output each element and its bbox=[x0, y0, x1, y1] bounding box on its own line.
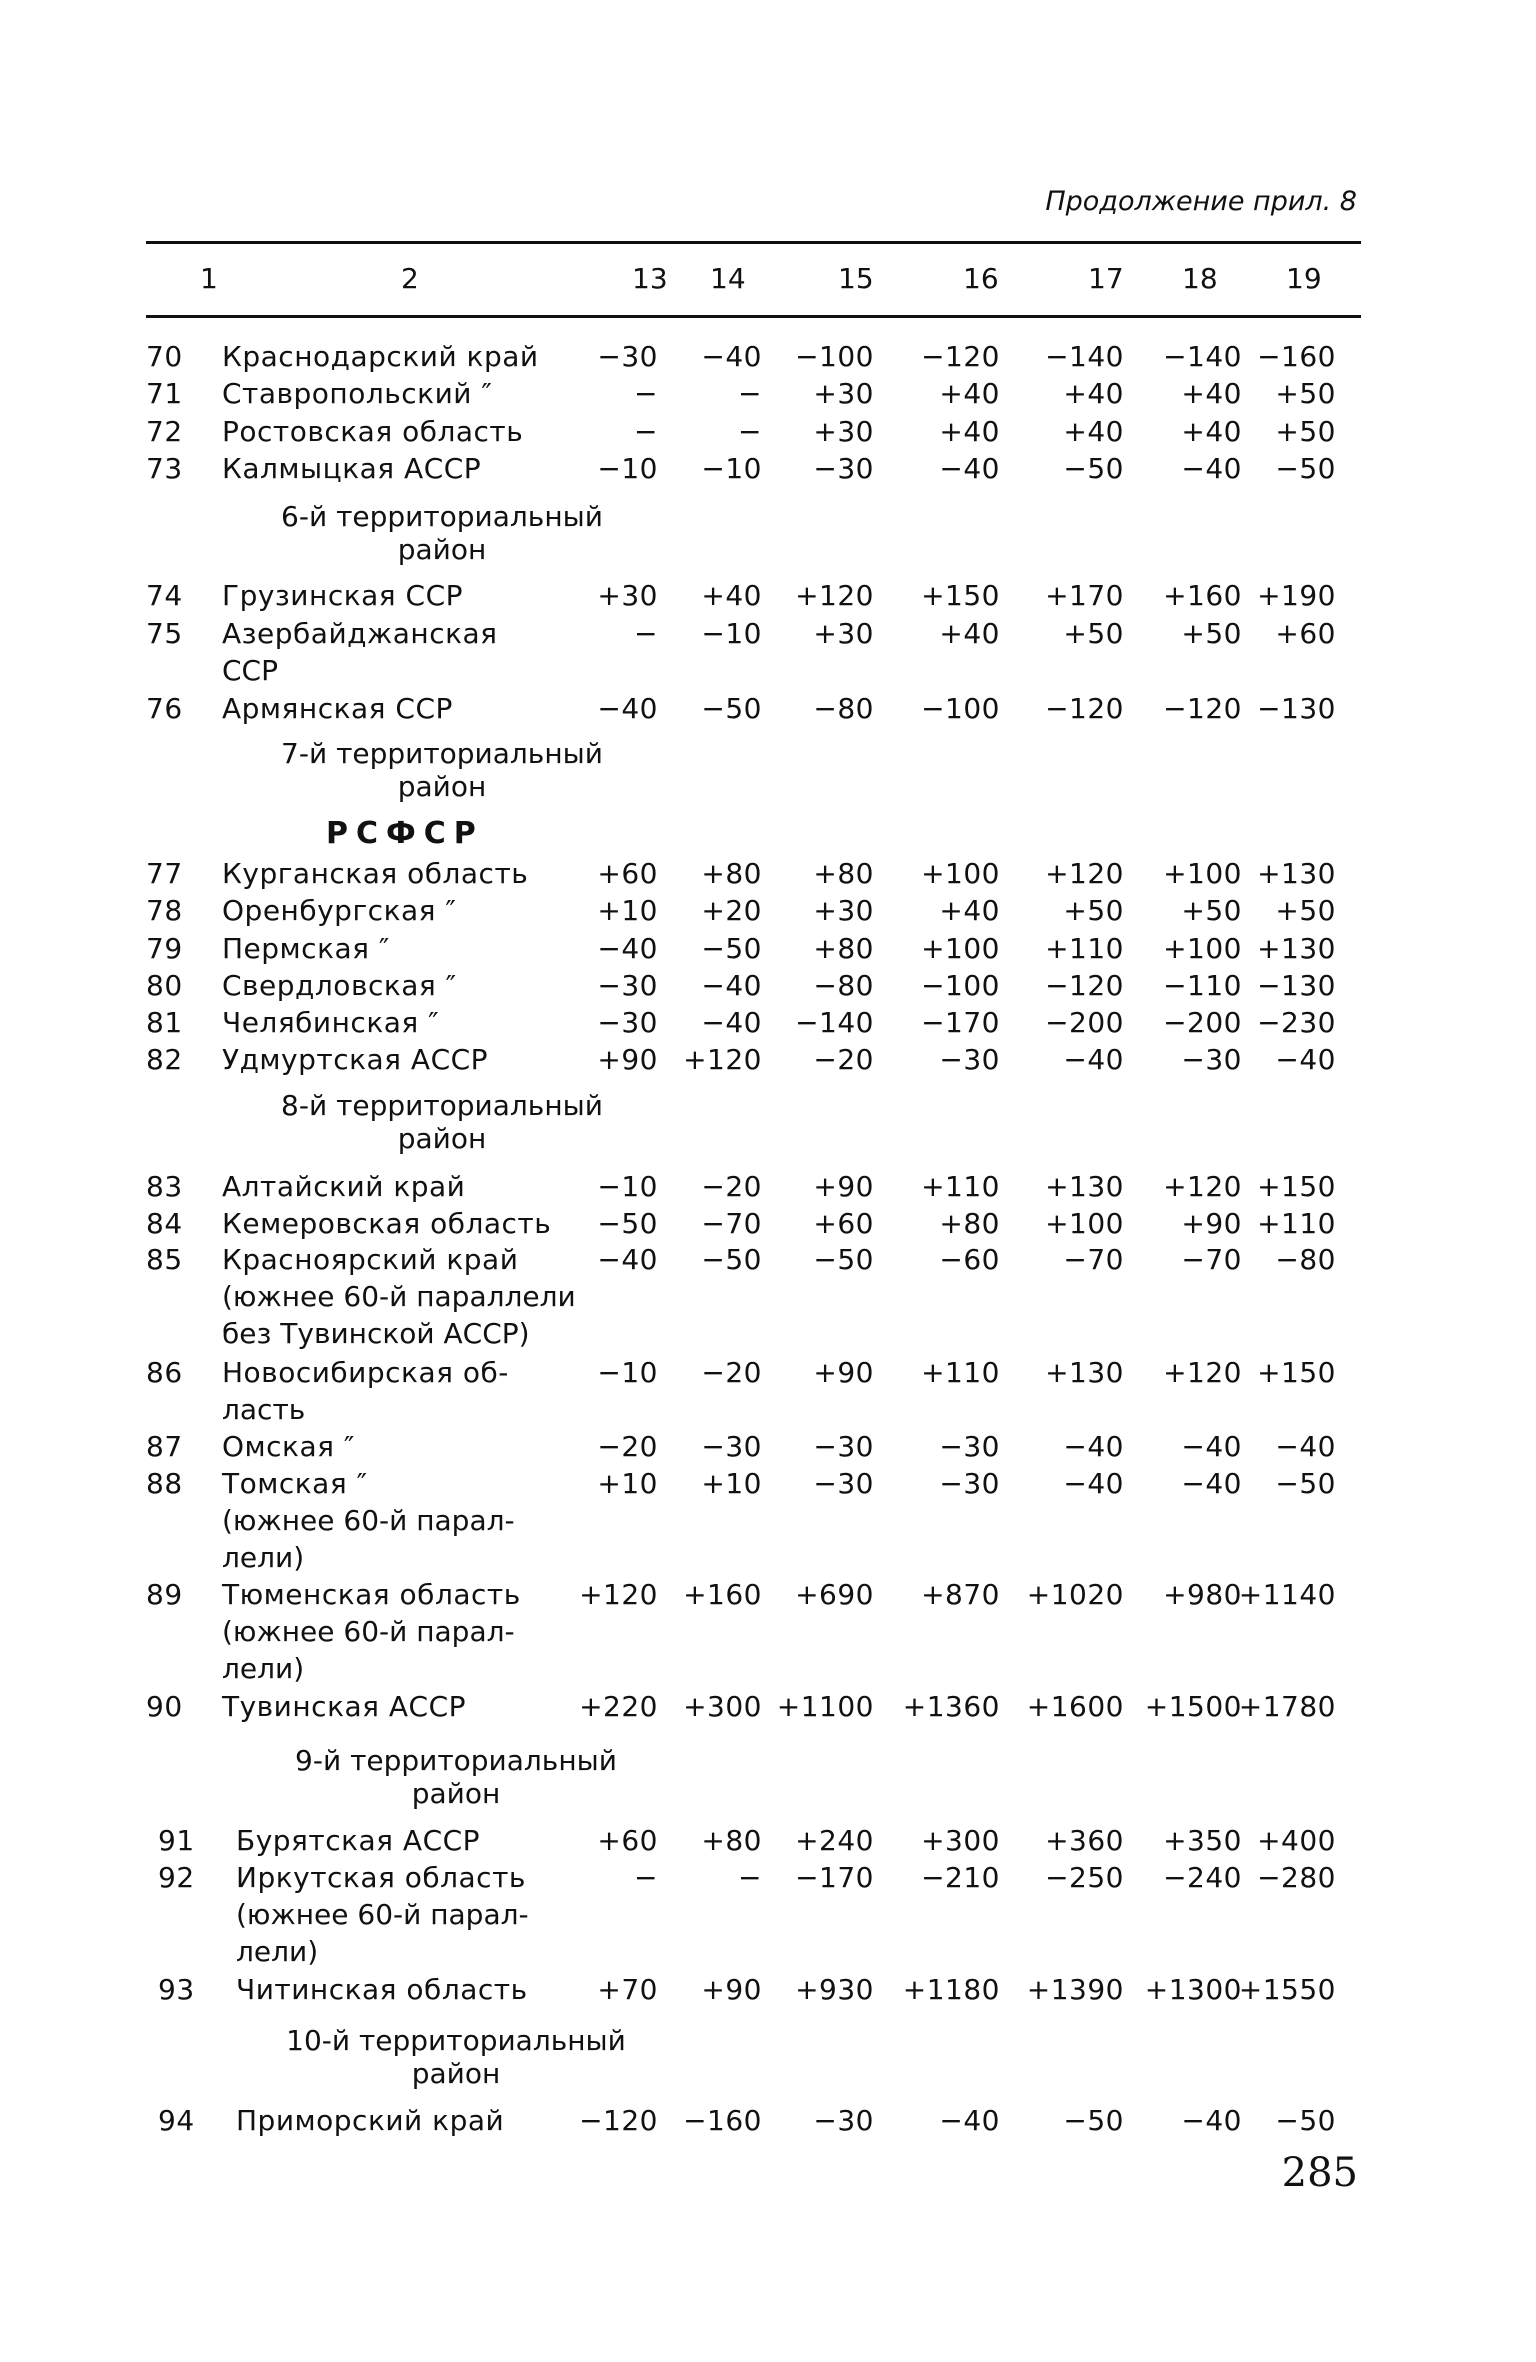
value-col-16: −100 bbox=[921, 692, 1000, 725]
row-number: 75 bbox=[146, 617, 183, 650]
value-col-14: +20 bbox=[701, 894, 762, 927]
row-number: 72 bbox=[146, 415, 183, 448]
value-col-18: +100 bbox=[1163, 932, 1242, 965]
value-col-14: +90 bbox=[701, 1973, 762, 2006]
row-number: 78 bbox=[146, 894, 183, 927]
row-number: 74 bbox=[146, 579, 183, 612]
value-col-14: − bbox=[738, 1861, 762, 1894]
region-name-continuation: ласть bbox=[222, 1393, 306, 1426]
region-name: Калмыцкая АССР bbox=[222, 452, 482, 485]
row-number: 70 bbox=[146, 340, 183, 373]
value-col-18: +160 bbox=[1163, 579, 1242, 612]
region-name: Красноярский край bbox=[222, 1243, 519, 1276]
value-col-13: +70 bbox=[597, 1973, 658, 2006]
value-col-16: −40 bbox=[939, 452, 1000, 485]
value-col-15: +60 bbox=[813, 1207, 874, 1240]
column-header-1: 1 bbox=[200, 262, 218, 295]
value-col-14: −20 bbox=[701, 1356, 762, 1389]
value-col-14: −40 bbox=[701, 340, 762, 373]
row-number: 88 bbox=[146, 1467, 183, 1500]
value-col-13: +10 bbox=[597, 894, 658, 927]
region-name: Свердловская ″ bbox=[222, 969, 457, 1002]
table-row bbox=[0, 969, 1536, 1007]
value-col-13: +60 bbox=[597, 857, 658, 890]
row-number: 93 bbox=[158, 1973, 195, 2006]
region-name-continuation: (южнее 60-й параллели bbox=[222, 1280, 576, 1313]
value-col-18: −70 bbox=[1181, 1243, 1242, 1276]
region-name: Тувинская АССР bbox=[222, 1690, 467, 1723]
section-heading-line: район bbox=[397, 533, 487, 566]
value-col-14: −40 bbox=[701, 1006, 762, 1039]
value-col-15: −100 bbox=[795, 340, 874, 373]
region-name: Удмуртская АССР bbox=[222, 1043, 489, 1076]
value-col-17: +40 bbox=[1063, 377, 1124, 410]
value-col-16: −60 bbox=[939, 1243, 1000, 1276]
value-col-15: +30 bbox=[813, 894, 874, 927]
region-name: Бурятская АССР bbox=[236, 1824, 481, 1857]
value-col-18: −40 bbox=[1181, 1430, 1242, 1463]
region-name: Оренбургская ″ bbox=[222, 894, 457, 927]
region-name: Приморский край bbox=[236, 2104, 505, 2137]
table-row bbox=[0, 617, 1536, 655]
value-col-13: − bbox=[634, 1861, 658, 1894]
value-col-16: −210 bbox=[921, 1861, 1000, 1894]
value-col-19: +150 bbox=[1257, 1356, 1336, 1389]
value-col-15: +90 bbox=[813, 1170, 874, 1203]
value-col-13: −120 bbox=[579, 2104, 658, 2137]
value-col-17: −140 bbox=[1045, 340, 1124, 373]
value-col-18: −140 bbox=[1163, 340, 1242, 373]
value-col-14: −20 bbox=[701, 1170, 762, 1203]
value-col-19: +1780 bbox=[1238, 1690, 1336, 1723]
value-col-13: −40 bbox=[597, 932, 658, 965]
value-col-17: −120 bbox=[1045, 692, 1124, 725]
table-row bbox=[0, 1973, 1536, 2011]
value-col-16: +110 bbox=[921, 1170, 1000, 1203]
value-col-17: +110 bbox=[1045, 932, 1124, 965]
value-col-19: +130 bbox=[1257, 857, 1336, 890]
section-heading-line: 8-й территориальный bbox=[281, 1089, 603, 1122]
value-col-13: −30 bbox=[597, 1006, 658, 1039]
value-col-19: +130 bbox=[1257, 932, 1336, 965]
value-col-19: +50 bbox=[1275, 415, 1336, 448]
table-header-rule bbox=[146, 315, 1361, 318]
value-col-16: −30 bbox=[939, 1043, 1000, 1076]
section-heading-line: район bbox=[411, 1777, 501, 1810]
section-heading-line: 6-й территориальный bbox=[281, 500, 603, 533]
table-row bbox=[0, 377, 1536, 415]
column-header-15: 15 bbox=[838, 262, 874, 295]
value-col-14: −50 bbox=[701, 1243, 762, 1276]
value-col-18: −240 bbox=[1163, 1861, 1242, 1894]
section-heading-line: 10-й территориальный bbox=[286, 2024, 626, 2057]
value-col-14: +40 bbox=[701, 579, 762, 612]
value-col-14: +120 bbox=[683, 1043, 762, 1076]
value-col-16: +100 bbox=[921, 857, 1000, 890]
value-col-17: −40 bbox=[1063, 1467, 1124, 1500]
section-heading-10 bbox=[276, 2024, 636, 2090]
row-number: 82 bbox=[146, 1043, 183, 1076]
value-col-16: +870 bbox=[921, 1578, 1000, 1611]
table-row bbox=[0, 579, 1536, 617]
region-name: Азербайджанская bbox=[222, 617, 498, 650]
value-col-17: +1390 bbox=[1026, 1973, 1124, 2006]
value-col-13: −50 bbox=[597, 1207, 658, 1240]
value-col-16: −120 bbox=[921, 340, 1000, 373]
section-heading-line: 7-й территориальный bbox=[281, 737, 603, 770]
column-header-14: 14 bbox=[710, 262, 746, 295]
table-row bbox=[0, 415, 1536, 453]
table-row bbox=[0, 1243, 1536, 1281]
value-col-16: +40 bbox=[939, 617, 1000, 650]
value-col-15: −170 bbox=[795, 1861, 874, 1894]
value-col-17: +100 bbox=[1045, 1207, 1124, 1240]
row-number: 76 bbox=[146, 692, 183, 725]
row-number: 89 bbox=[146, 1578, 183, 1611]
value-col-15: +90 bbox=[813, 1356, 874, 1389]
value-col-16: −30 bbox=[939, 1467, 1000, 1500]
section-heading-line: район bbox=[397, 770, 487, 803]
value-col-15: −20 bbox=[813, 1043, 874, 1076]
value-col-16: +40 bbox=[939, 894, 1000, 927]
row-number: 80 bbox=[146, 969, 183, 1002]
value-col-18: −40 bbox=[1181, 452, 1242, 485]
region-name-continuation: (южнее 60-й парал- bbox=[222, 1615, 515, 1648]
value-col-15: +30 bbox=[813, 617, 874, 650]
value-col-15: +80 bbox=[813, 857, 874, 890]
value-col-17: +1600 bbox=[1026, 1690, 1124, 1723]
value-col-15: −30 bbox=[813, 1467, 874, 1500]
value-col-18: +980 bbox=[1163, 1578, 1242, 1611]
section-heading-line: район bbox=[397, 1122, 487, 1155]
column-header-13: 13 bbox=[632, 262, 668, 295]
region-name-continuation: лели) bbox=[222, 1541, 305, 1574]
table-row bbox=[0, 1170, 1536, 1208]
value-col-16: +1360 bbox=[902, 1690, 1000, 1723]
value-col-13: +90 bbox=[597, 1043, 658, 1076]
region-name: Ставропольский ″ bbox=[222, 377, 493, 410]
value-col-14: +80 bbox=[701, 1824, 762, 1857]
value-col-14: +160 bbox=[683, 1578, 762, 1611]
value-col-19: +50 bbox=[1275, 894, 1336, 927]
value-col-19: +110 bbox=[1257, 1207, 1336, 1240]
row-number: 83 bbox=[146, 1170, 183, 1203]
table-row bbox=[0, 1578, 1536, 1616]
value-col-17: −200 bbox=[1045, 1006, 1124, 1039]
column-header-16: 16 bbox=[963, 262, 999, 295]
value-col-14: − bbox=[738, 377, 762, 410]
region-name: Читинская область bbox=[236, 1973, 528, 2006]
value-col-16: +110 bbox=[921, 1356, 1000, 1389]
column-header-19: 19 bbox=[1286, 262, 1322, 295]
value-col-15: −30 bbox=[813, 2104, 874, 2137]
table-top-rule bbox=[146, 241, 1361, 244]
value-col-18: −120 bbox=[1163, 692, 1242, 725]
row-number: 86 bbox=[146, 1356, 183, 1389]
table-row bbox=[0, 340, 1536, 378]
row-number: 91 bbox=[158, 1824, 195, 1857]
value-col-15: −30 bbox=[813, 452, 874, 485]
section-heading-7 bbox=[262, 737, 622, 803]
value-col-16: −170 bbox=[921, 1006, 1000, 1039]
value-col-18: −200 bbox=[1163, 1006, 1242, 1039]
value-col-18: +120 bbox=[1163, 1170, 1242, 1203]
value-col-15: +30 bbox=[813, 415, 874, 448]
table-row bbox=[0, 1006, 1536, 1044]
row-number: 79 bbox=[146, 932, 183, 965]
row-number: 85 bbox=[146, 1243, 183, 1276]
region-name: Тюменская область bbox=[222, 1578, 521, 1611]
table-row bbox=[0, 1356, 1536, 1394]
value-col-19: −230 bbox=[1257, 1006, 1336, 1039]
value-col-15: +120 bbox=[795, 579, 874, 612]
value-col-14: −30 bbox=[701, 1430, 762, 1463]
value-col-15: −80 bbox=[813, 969, 874, 1002]
value-col-19: −280 bbox=[1257, 1861, 1336, 1894]
value-col-18: +100 bbox=[1163, 857, 1242, 890]
region-name-continuation: без Тувинской АССР) bbox=[222, 1317, 530, 1350]
value-col-18: +90 bbox=[1181, 1207, 1242, 1240]
value-col-19: +150 bbox=[1257, 1170, 1336, 1203]
value-col-17: +130 bbox=[1045, 1170, 1124, 1203]
region-name-continuation: (южнее 60-й парал- bbox=[236, 1898, 529, 1931]
value-col-13: +30 bbox=[597, 579, 658, 612]
value-col-16: +300 bbox=[921, 1824, 1000, 1857]
value-col-14: +300 bbox=[683, 1690, 762, 1723]
value-col-17: −250 bbox=[1045, 1861, 1124, 1894]
value-col-13: −30 bbox=[597, 969, 658, 1002]
region-name: Ростовская область bbox=[222, 415, 524, 448]
page-header: Продолжение прил. 8 bbox=[1045, 186, 1357, 217]
value-col-13: −10 bbox=[597, 452, 658, 485]
section-heading-line: район bbox=[411, 2057, 501, 2090]
value-col-17: −50 bbox=[1063, 2104, 1124, 2137]
value-col-13: +10 bbox=[597, 1467, 658, 1500]
region-name: Грузинская ССР bbox=[222, 579, 464, 612]
value-col-13: − bbox=[634, 377, 658, 410]
value-col-19: +60 bbox=[1275, 617, 1336, 650]
value-col-16: +80 bbox=[939, 1207, 1000, 1240]
table-row bbox=[0, 1467, 1536, 1505]
value-col-19: −50 bbox=[1275, 2104, 1336, 2137]
row-number: 92 bbox=[158, 1861, 195, 1894]
value-col-17: +120 bbox=[1045, 857, 1124, 890]
table-row bbox=[0, 932, 1536, 970]
value-col-14: −160 bbox=[683, 2104, 762, 2137]
row-number: 71 bbox=[146, 377, 183, 410]
region-name: Алтайский край bbox=[222, 1170, 466, 1203]
column-header-17: 17 bbox=[1088, 262, 1124, 295]
region-name: Иркутская область bbox=[236, 1861, 526, 1894]
region-name-continuation: лели) bbox=[236, 1935, 319, 1968]
value-col-17: −120 bbox=[1045, 969, 1124, 1002]
value-col-14: +80 bbox=[701, 857, 762, 890]
value-col-14: −10 bbox=[701, 452, 762, 485]
value-col-18: +350 bbox=[1163, 1824, 1242, 1857]
value-col-17: +360 bbox=[1045, 1824, 1124, 1857]
value-col-19: +400 bbox=[1257, 1824, 1336, 1857]
table-row bbox=[0, 1207, 1536, 1245]
table-row bbox=[0, 452, 1536, 490]
section-heading-9 bbox=[276, 1744, 636, 1810]
value-col-19: −160 bbox=[1257, 340, 1336, 373]
region-name: Челябинская ″ bbox=[222, 1006, 440, 1039]
value-col-19: −40 bbox=[1275, 1043, 1336, 1076]
value-col-17: −70 bbox=[1063, 1243, 1124, 1276]
value-col-14: −50 bbox=[701, 932, 762, 965]
value-col-13: −40 bbox=[597, 1243, 658, 1276]
row-number: 90 bbox=[146, 1690, 183, 1723]
region-name-continuation: лели) bbox=[222, 1652, 305, 1685]
value-col-14: −10 bbox=[701, 617, 762, 650]
value-col-15: +80 bbox=[813, 932, 874, 965]
value-col-18: +1500 bbox=[1144, 1690, 1242, 1723]
value-col-14: −40 bbox=[701, 969, 762, 1002]
value-col-14: −70 bbox=[701, 1207, 762, 1240]
value-col-19: +50 bbox=[1275, 377, 1336, 410]
region-name-continuation: ССР bbox=[222, 654, 278, 687]
region-name: Омская ″ bbox=[222, 1430, 355, 1463]
column-header-2: 2 bbox=[401, 262, 419, 295]
region-name: Пермская ″ bbox=[222, 932, 390, 965]
table-row bbox=[0, 1824, 1536, 1862]
value-col-13: −10 bbox=[597, 1170, 658, 1203]
value-col-19: −40 bbox=[1275, 1430, 1336, 1463]
value-col-18: +40 bbox=[1181, 377, 1242, 410]
region-name: Курганская область bbox=[222, 857, 529, 890]
row-number: 81 bbox=[146, 1006, 183, 1039]
region-name: Армянская ССР bbox=[222, 692, 453, 725]
row-number: 73 bbox=[146, 452, 183, 485]
row-number: 77 bbox=[146, 857, 183, 890]
value-col-16: +40 bbox=[939, 415, 1000, 448]
value-col-14: −50 bbox=[701, 692, 762, 725]
value-col-17: +130 bbox=[1045, 1356, 1124, 1389]
column-header-18: 18 bbox=[1182, 262, 1218, 295]
value-col-15: +690 bbox=[795, 1578, 874, 1611]
value-col-18: +40 bbox=[1181, 415, 1242, 448]
value-col-13: −20 bbox=[597, 1430, 658, 1463]
value-col-15: +240 bbox=[795, 1824, 874, 1857]
value-col-17: +1020 bbox=[1026, 1578, 1124, 1611]
value-col-19: −50 bbox=[1275, 1467, 1336, 1500]
value-col-19: +190 bbox=[1257, 579, 1336, 612]
region-name: Краснодарский край bbox=[222, 340, 539, 373]
value-col-15: −50 bbox=[813, 1243, 874, 1276]
value-col-16: +1180 bbox=[902, 1973, 1000, 2006]
value-col-16: −100 bbox=[921, 969, 1000, 1002]
value-col-17: +50 bbox=[1063, 894, 1124, 927]
value-col-19: −130 bbox=[1257, 969, 1336, 1002]
value-col-16: +100 bbox=[921, 932, 1000, 965]
value-col-19: −50 bbox=[1275, 452, 1336, 485]
value-col-17: +170 bbox=[1045, 579, 1124, 612]
table-row bbox=[0, 894, 1536, 932]
region-name: Томская ″ bbox=[222, 1467, 368, 1500]
value-col-13: − bbox=[634, 415, 658, 448]
value-col-18: +50 bbox=[1181, 617, 1242, 650]
value-col-17: −40 bbox=[1063, 1430, 1124, 1463]
region-name: Новосибирская об- bbox=[222, 1356, 509, 1389]
section-heading-line: 9-й территориальный bbox=[295, 1744, 617, 1777]
value-col-17: +50 bbox=[1063, 617, 1124, 650]
value-col-14: − bbox=[738, 415, 762, 448]
republic-heading: РСФСР bbox=[326, 816, 484, 851]
row-number: 84 bbox=[146, 1207, 183, 1240]
value-col-14: +10 bbox=[701, 1467, 762, 1500]
value-col-19: −130 bbox=[1257, 692, 1336, 725]
table-row bbox=[0, 1043, 1536, 1081]
value-col-19: +1140 bbox=[1238, 1578, 1336, 1611]
value-col-13: +120 bbox=[579, 1578, 658, 1611]
region-name-continuation: (южнее 60-й парал- bbox=[222, 1504, 515, 1537]
value-col-13: +60 bbox=[597, 1824, 658, 1857]
table-row bbox=[0, 2104, 1536, 2142]
value-col-18: −40 bbox=[1181, 2104, 1242, 2137]
value-col-16: −30 bbox=[939, 1430, 1000, 1463]
value-col-18: +120 bbox=[1163, 1356, 1242, 1389]
section-heading-8 bbox=[262, 1089, 622, 1155]
value-col-16: +40 bbox=[939, 377, 1000, 410]
value-col-16: +150 bbox=[921, 579, 1000, 612]
value-col-18: −40 bbox=[1181, 1467, 1242, 1500]
value-col-18: +50 bbox=[1181, 894, 1242, 927]
value-col-13: − bbox=[634, 617, 658, 650]
table-row bbox=[0, 857, 1536, 895]
table-row bbox=[0, 1430, 1536, 1468]
value-col-18: +1300 bbox=[1144, 1973, 1242, 2006]
value-col-17: −40 bbox=[1063, 1043, 1124, 1076]
value-col-15: −30 bbox=[813, 1430, 874, 1463]
value-col-13: +220 bbox=[579, 1690, 658, 1723]
value-col-16: −40 bbox=[939, 2104, 1000, 2137]
value-col-13: −10 bbox=[597, 1356, 658, 1389]
value-col-15: −140 bbox=[795, 1006, 874, 1039]
table-row bbox=[0, 1861, 1536, 1899]
table-row bbox=[0, 1690, 1536, 1728]
region-name: Кемеровская область bbox=[222, 1207, 552, 1240]
value-col-18: −110 bbox=[1163, 969, 1242, 1002]
value-col-15: +30 bbox=[813, 377, 874, 410]
value-col-17: +40 bbox=[1063, 415, 1124, 448]
value-col-15: +1100 bbox=[776, 1690, 874, 1723]
value-col-15: −80 bbox=[813, 692, 874, 725]
section-heading-6 bbox=[262, 500, 622, 566]
row-number: 87 bbox=[146, 1430, 183, 1463]
value-col-19: +1550 bbox=[1238, 1973, 1336, 2006]
value-col-17: −50 bbox=[1063, 452, 1124, 485]
value-col-13: −30 bbox=[597, 340, 658, 373]
row-number: 94 bbox=[158, 2104, 195, 2137]
value-col-19: −80 bbox=[1275, 1243, 1336, 1276]
page-number: 285 bbox=[1281, 2150, 1358, 2196]
value-col-13: −40 bbox=[597, 692, 658, 725]
table-row bbox=[0, 692, 1536, 730]
value-col-15: +930 bbox=[795, 1973, 874, 2006]
value-col-18: −30 bbox=[1181, 1043, 1242, 1076]
